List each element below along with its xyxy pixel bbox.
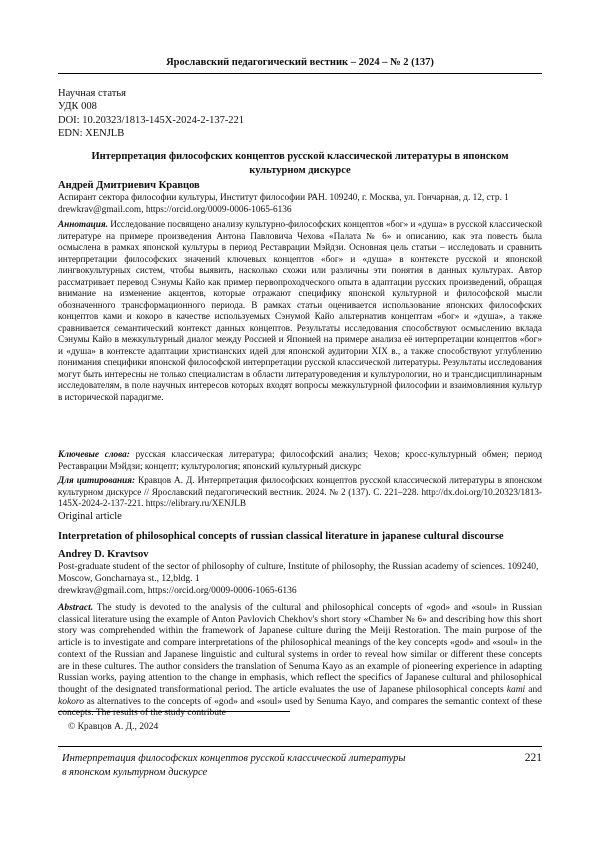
article-type: Научная статья [58,88,126,99]
author-name-ru: Андрей Дмитриевич Кравцов [58,180,200,191]
term-kokoro: kokoro [58,696,85,707]
footer-rule [58,746,542,747]
journal-issue: – 2024 – № 2 (137) [348,57,434,68]
running-title-line1: Интерпретация философских концептов русской классической литературы [62,753,406,764]
abstract-text-ru: Исследование посвящено анализу культурно-философских концептов «бог» и «душа» в русской классической литературе на примере произведения Антона Павловича Чехова «Палата № 6» и описанию, как эта повесть была осмыслена в рамках японской культуры в период Реставрации Мэйдзи. Основная цель статьи – исследовать и сравнить интерпретации философских значений ключевых концептов «бог» и «душа» в контексте русской и японской лингвокультурных систем, чтобы выявить, насколько схожи или различны эти понятия в данных культурах. Автор рассматривает перевод Сэнумы Кайо как пример первопроходческого опыта в адаптации русских произведений, обращая внимание на изменение акцентов, которые отражают специфику японской культурной и философской мысли обозначенного трансформационного периода. В рамках статьи оценивается использование японских философских концептов ками и кокоро в качестве используемых Сэнумой Кайо альтернатив концептам «бог» и «душа», а также сравнивается семантический контекст данных концептов. Результаты исследования способствуют осмыслению вклада Сэнумы Кайо в межкультурный диалог между Россией и Японией на примере анализа её интерпретации концептов «бог» и «душа» в контексте адаптации христианских идей для японской аудитории XIX в., а также способствуют углублению понимания специфики японской философской интерпретации русской классической литературы. Результаты исследования могут быть интересны не только специалистам в области литературоведения и культурологии, но и трансдисциплинарным исследователям, в поле научных интересов которых входят вопросы межкультурной философии и взаимовлияния культур в исторической парадигме. [58,219,542,402]
abstract-label-en: Abstract. [58,603,94,613]
contacts-ru: drewkrav@gmail.com, https://orcid.org/0009-0006-1065-6136 [58,204,292,215]
term-kami: kami [506,684,526,695]
keywords-label-ru: Ключевые слова: [58,449,130,459]
abstract-en [58,603,542,720]
doi: DOI: 10.20323/1813-145X-2024-2-137-221 [58,114,245,126]
udk: УДК 008 [58,101,97,113]
contacts-en: drewkrav@gmail.com, https://orcid.org/0009-0006-1065-6136 [58,585,297,596]
author-name-en: Andrey D. Kravtsov [58,549,149,560]
running-title-line2: в японском культурном дискурсе [62,767,208,778]
journal-name: Ярославский педагогический вестник [166,57,349,68]
header-rule [58,73,542,74]
article-meta [58,87,244,140]
copyright-note: © Кравцов А. Д., 2024 [68,722,159,732]
article-title-ru: Интерпретация философских концептов русской классической литературы в японском культурном дискурсе [91,151,509,176]
article-title-en: Interpretation of philosophical concepts of russian classical literature in japanese cultural discourse [58,531,504,542]
affiliation-en: Post-graduate student of the sector of philosophy of culture, Institute of philosophy, the Russian academy of sciences. 109240, Moscow, Goncharnaya st., 12,bldg. 1 [58,562,539,584]
abstract-text-en-part2: and [525,684,542,695]
author-affiliation-en [58,562,542,597]
citation-text-ru: Кравцов А. Д. Интерпретация философских концептов русской классической литературы в японском культурном дискурсе // Ярославский педагогический вестник. 2024. № 2 (137). С. 221–228. http://dx.doi.org/10.20323/1813-145X-2024-2-137-221. https://elibrary.ru/XENJLB [58,475,542,508]
journal-header [58,57,542,68]
abstract-text-en-part3: as alternatives to the concepts of «god» and «soul» used by Senuma Kayo, and compares the semantic context of these concepts. The results of the study contribute [58,696,542,719]
citation-label-ru: Для цитирования: [58,475,136,485]
abstract-label-ru: Аннотация. [58,219,108,229]
page-number: 221 [524,752,542,764]
abstract-text-en-part1: The study is devoted to the analysis of the cultural and philosophical concepts of «god» and «soul» in Russian classical literature using the example of Anton Pavlovich Chekhov's short story «Chamber № 6» and describing how this short story was comprehended within the framework of Japanese culture during the Meiji Restoration. The main purpose of the article is to investigate and compare interpretations of the philosophical meanings of the key concepts «god» and «soul» in the context of the Russian and Japanese linguistic and cultural systems in order to reveal how similar or different these concepts are in these cultures. The author considers the translation of Senuma Kayo as an example of pioneering experience in adapting Russian works, paying attention to the change in emphasis, which reflect the specifics of Japanese cultural and philosophical thought of the designated transformational period. The article evaluates the use of Japanese philosophical concepts [58,603,542,695]
footnote-rule [58,711,290,712]
abstract-ru [58,219,542,403]
keywords-text-ru: русская классическая литература; философский анализ; Чехов; кросс-культурный обмен; период Реставрации Мэйдзи; концепт; культурология; японский культурный дискурс [58,449,542,471]
keywords-ru [58,449,542,472]
affiliation-ru: Аспирант сектора философии культуры, Институт философии РАН. 109240, г. Москва, ул. Гончарная, д. 12, стр. 1 [58,193,509,203]
article-type-en: Original article [58,511,122,522]
running-title [62,752,406,780]
author-affiliation-ru [58,193,542,216]
citation-ru [58,475,542,510]
edn: EDN: XENJLB [58,127,125,139]
